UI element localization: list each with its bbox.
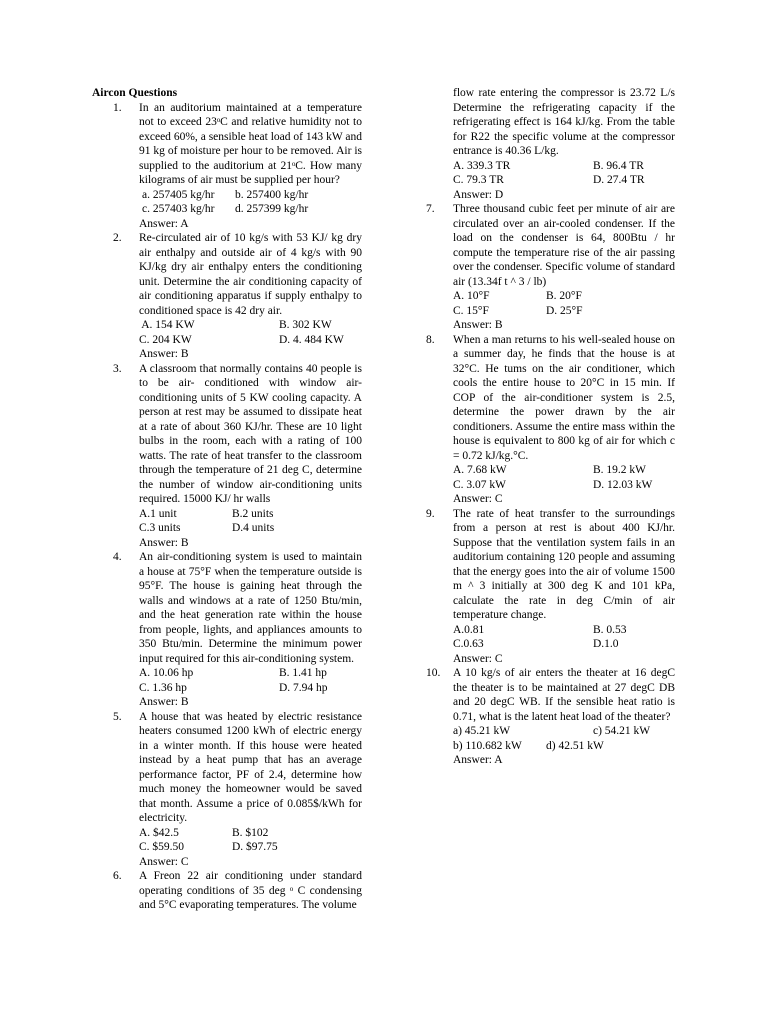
option: c. 257403 kg/hr bbox=[142, 203, 215, 215]
question-7 bbox=[426, 202, 675, 333]
question-3 bbox=[92, 362, 362, 551]
option: d) 42.51 kW bbox=[546, 739, 604, 752]
question-text: A house that was heated by electric resistance heaters consumed 1200 kWh of electric energy in a winter month. If this house were heated instead by a heat pump that has an average performance factor, PF of 2.4, determine how much money the homeowner would be saved that month. Assume a price of 0.085$/kWh for electricity. bbox=[139, 710, 362, 824]
question-number: 3. bbox=[113, 362, 122, 375]
option: D. $97.75 bbox=[232, 841, 278, 853]
answer-line: Answer: C bbox=[453, 493, 503, 505]
option: A.0.81 bbox=[453, 623, 485, 636]
option: D. 7.94 hp bbox=[279, 681, 328, 694]
option: D. 25°F bbox=[546, 304, 583, 317]
option: a) 45.21 kW bbox=[453, 725, 511, 737]
answer-options bbox=[453, 623, 675, 652]
answer-line: Answer: C bbox=[453, 652, 503, 665]
option: C.0.63 bbox=[453, 638, 484, 650]
option: A. 10°F bbox=[453, 290, 490, 302]
answer-options bbox=[139, 507, 362, 536]
option: c) 54.21 kW bbox=[593, 725, 651, 737]
answer-options bbox=[139, 826, 362, 855]
option: a. 257405 kg/hr bbox=[142, 188, 215, 201]
answer-options bbox=[139, 318, 362, 347]
option: B. 20°F bbox=[546, 290, 582, 302]
question-6 bbox=[92, 869, 362, 913]
option: C. 1.36 hp bbox=[139, 681, 187, 694]
question-1 bbox=[92, 101, 362, 232]
question-number: 5. bbox=[113, 710, 122, 723]
option: C.3 units bbox=[139, 522, 181, 534]
left-column bbox=[92, 86, 362, 913]
right-column bbox=[426, 86, 675, 768]
option: d. 257399 kg/hr bbox=[235, 203, 309, 215]
answer-options-row-2 bbox=[453, 739, 675, 754]
answer-line: Answer: B bbox=[453, 319, 503, 331]
option: C. 79.3 TR bbox=[453, 174, 504, 186]
question-number: 4. bbox=[113, 551, 122, 563]
option: B. 302 KW bbox=[279, 319, 332, 331]
question-9 bbox=[426, 507, 675, 667]
question-number: 8. bbox=[426, 333, 435, 346]
option: A. 154 KW bbox=[139, 319, 195, 331]
question-8 bbox=[426, 333, 675, 507]
question-text: When a man returns to his well-sealed house on a summer day, he finds that the house is at 32°C. He tums on the air conditioner, which cools the entire house to 20°C in 15 min. If COP of the air-conditioner system is 2.5, determine the power drawn by the air conditioners. Assume the entire mass within the house is equivalent to 800 kg of air for which c = 0.72 kJ/kg.°C. bbox=[453, 333, 675, 462]
option: D.4 units bbox=[232, 522, 275, 534]
option: B. 96.4 TR bbox=[593, 159, 644, 172]
question-number: 7. bbox=[426, 203, 435, 215]
option: D. 27.4 TR bbox=[593, 174, 645, 186]
answer-options bbox=[453, 463, 675, 492]
option: A.1 unit bbox=[139, 507, 177, 520]
option: B.2 units bbox=[232, 507, 274, 520]
answer-line: Answer: B bbox=[139, 536, 189, 549]
question-text: flow rate entering the compressor is 23.72 L/s Determine the refrigerating capacity if the refrigerating effect is 164 kJ/kg. From the table for R22 the specific volume at the compressor entrance is 40.36 L/kg. bbox=[453, 87, 675, 157]
question-text: The rate of heat transfer to the surroundings from a person at rest is about 400 KJ/hr. Suppose that the ventilation system fails in an auditorium containing 120 people and assuming that the energy goes into the air of volume 1500 m ^ 3 initially at 300 deg K and 101 kPa, calculate the rate in deg C/min of air temperature change. bbox=[453, 507, 675, 621]
question-text: An air-conditioning system is used to maintain a house at 75°F when the temperature outside is 95°F. The house is gaining heat through the walls and windows at a rate of 1250 Btu/min, and the heat generation rate within the house from people, lights, and appliances amounts to 350 Btu/min. Determine the minimum power input required for this air-conditioning system. bbox=[139, 551, 362, 665]
answer-line: Answer: A bbox=[453, 754, 503, 766]
answer-line: Answer: D bbox=[453, 188, 504, 201]
answer-options bbox=[139, 188, 362, 217]
question-4 bbox=[92, 550, 362, 710]
question-number: 6. bbox=[113, 870, 122, 882]
answer-options bbox=[453, 289, 675, 318]
answer-line: Answer: A bbox=[139, 217, 189, 230]
answer-line: Answer: C bbox=[139, 855, 189, 868]
question-text: In an auditorium maintained at a temperature not to exceed 23ᵒC and relative humidity not to exceed 60%, a sensible heat load of 143 kW and 91 kg of moisture per hour to be removed. Air is supplied to the auditorium at 21ᵒC. How many kilograms of air must be supplied per hour? bbox=[139, 101, 362, 186]
option: C. 15°F bbox=[453, 304, 489, 317]
answer-options bbox=[139, 666, 362, 695]
question-text: Three thousand cubic feet per minute of air are circulated over an air-cooled condenser. If the load on the condenser is 64, 800Btu / hr compute the temperature rise of the air passing over the condenser. Specific volume of standard air (13.34f t ^ 3 / lb) bbox=[453, 203, 675, 288]
document-title: Aircon Questions bbox=[92, 87, 178, 99]
question-2 bbox=[92, 231, 362, 362]
option: A. $42.5 bbox=[139, 826, 179, 839]
answer-line: Answer: B bbox=[139, 348, 189, 360]
option: A. 7.68 kW bbox=[453, 464, 507, 476]
option: B. 19.2 kW bbox=[593, 464, 647, 476]
answer-options bbox=[453, 724, 675, 739]
option: b) 110.682 kW bbox=[453, 739, 522, 752]
option: B. $102 bbox=[232, 826, 269, 839]
option: A. 10.06 hp bbox=[139, 667, 194, 679]
option: C. $59.50 bbox=[139, 841, 185, 853]
question-text: A classroom that normally contains 40 people is to be air- conditioned with window air-conditioning units of 5 KW cooling capacity. A person at rest may be assumed to dissipate heat at a rate of about 360 KJ/hr. These are 10 light bulbs in the room, each with a rating of 100 watts. The rate of heat transfer to the classroom through the temperature of 21 deg C, determine the number of window air-conditioning units required. 15000 KJ/ hr walls bbox=[139, 362, 362, 505]
question-number: 10. bbox=[426, 667, 441, 679]
question-6-continued bbox=[426, 86, 675, 202]
question-number: 1. bbox=[113, 101, 122, 114]
option: b. 257400 kg/hr bbox=[235, 188, 309, 201]
option: D.1.0 bbox=[593, 638, 619, 650]
option: C. 3.07 kW bbox=[453, 478, 507, 491]
option: D. 12.03 kW bbox=[593, 478, 653, 491]
question-number: 2. bbox=[113, 232, 122, 244]
answer-line: Answer: B bbox=[139, 696, 189, 708]
question-text: Re-circulated air of 10 kg/s with 53 KJ/ kg dry air enthalpy and outside air of 4 kg/s with 90 KJ/kg dry air enthalpy enters the conditioning unit. Determine the air conditioning capacity of air conditioning apparatus if supply enthalpy to conditioned space is 42 dry air. bbox=[139, 232, 362, 317]
option: B. 0.53 bbox=[593, 623, 627, 636]
option: A. 339.3 TR bbox=[453, 159, 511, 172]
question-number: 9. bbox=[426, 507, 435, 520]
option: C. 204 KW bbox=[139, 333, 192, 346]
option: B. 1.41 hp bbox=[279, 667, 327, 679]
question-5 bbox=[92, 710, 362, 870]
question-text: A 10 kg/s of air enters the theater at 16 degC the theater is to be maintained at 27 degC DB and 20 degC WB. If the sensible heat ratio is 0.71, what is the latent heat load of the theater? bbox=[453, 667, 675, 723]
option: D. 4. 484 KW bbox=[279, 333, 344, 346]
answer-options bbox=[453, 159, 675, 188]
question-10 bbox=[426, 666, 675, 768]
question-text: A Freon 22 air conditioning under standard operating conditions of 35 deg ᵒ C condensing and 5°C evaporating temperatures. The volume bbox=[139, 870, 362, 911]
